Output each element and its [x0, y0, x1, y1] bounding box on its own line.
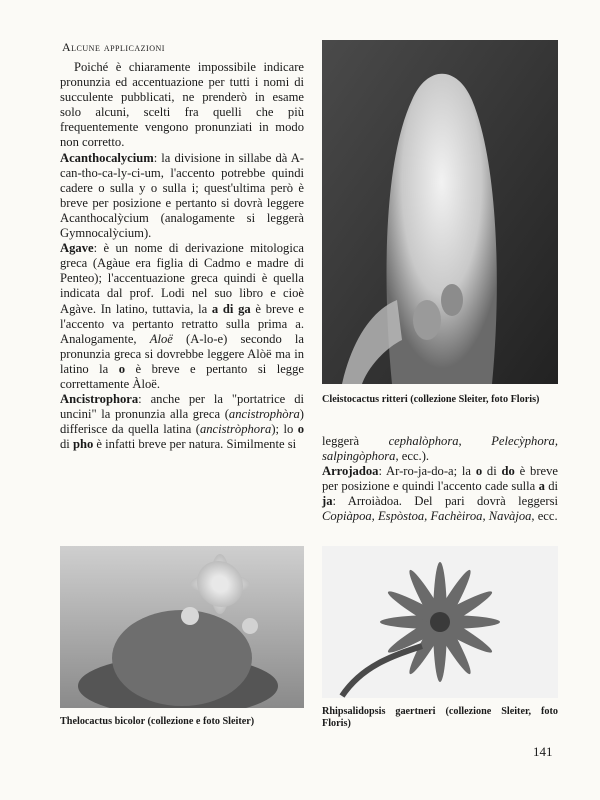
entry-term: Agave [60, 241, 94, 256]
agave-entry [60, 241, 304, 392]
left-text-column [60, 60, 304, 452]
entry-term: Acanthocalycium [60, 150, 154, 165]
thelocactus-caption: Thelocactus bicolor (collezione e foto Sleiter) [60, 716, 255, 727]
cleistocactus-caption: Cleistocactus ritteri (collezione Sleiter, foto Floris) [322, 394, 540, 405]
continuation-paragraph [322, 434, 558, 464]
cleistocactus-photo [322, 40, 558, 384]
entry-text: (A-lo-e) secondo la pronunzia greca si dovrebbe leggere Alòë ma in latino la [60, 331, 304, 376]
entry-italic: ancistrophòra [228, 407, 300, 422]
entry-bold: do [501, 464, 515, 479]
rhipsalidopsis-caption: Rhipsalidopsis gaertneri (collezione Sleiter, foto Floris) [322, 706, 558, 729]
entry-text: : è un nome di derivazione mitologica greca (Agàue era figlia di Cadmo e madre di Penteo); l'accentuazione greca quindi è quella indicata dal prof. Lodi nel suo libro e cioè Agàve. In latino, tuttavia, la [60, 241, 304, 316]
entry-bold: o [297, 422, 304, 437]
entry-text: di [60, 437, 73, 452]
entry-text: , ecc.). [395, 449, 430, 464]
entry-text: è breve per posizione e quindi l'accento cade sulla [322, 464, 558, 494]
intro-paragraph: Poiché è chiaramente impossibile indicare pronunzia ed accentuazione per tutti i nomi di succulente pubblicati, ne prenderò in esame solo alcuni, scelti fra quelli che più frequentemente vengono pronunziati in modo non corretto. [60, 60, 304, 150]
entry-text: è infatti breve per natura. Similmente si [93, 437, 297, 452]
ancistrophora-entry [60, 392, 304, 452]
entry-text: : Arroiàdoa. Del pari dovrà leggersi [332, 494, 558, 509]
entry-italic: Copiàpoa, Espòstoa, Fachèiroa, Navàjoa [322, 509, 532, 524]
entry-bold: ja [322, 494, 333, 509]
entry-italic: ancistròphora [199, 422, 272, 437]
entry-term: Arrojadoa [322, 464, 379, 479]
entry-text: : anche per la "portatrice di uncini" la pronunzia alla greca ( [60, 392, 304, 422]
entry-text: leggerà [322, 434, 389, 448]
page-number: 141 [533, 744, 553, 759]
entry-bold: o [475, 464, 483, 479]
arrojadoa-entry [322, 464, 558, 524]
acanthocalycium-entry [60, 151, 304, 242]
entry-text: di [544, 479, 558, 494]
entry-text: : Ar-ro-ja-do-a; la [378, 464, 476, 479]
entry-text: ) differisce da quella latina ( [60, 407, 304, 437]
entry-bold: o [118, 361, 126, 376]
entry-bold: a [538, 479, 545, 494]
entry-bold: pho [72, 437, 94, 452]
entry-text: di [482, 464, 502, 479]
rhipsalidopsis-photo [322, 546, 558, 698]
right-text-column [322, 434, 558, 525]
entry-text: , ecc. [531, 509, 558, 524]
cactus-illustration [322, 40, 558, 384]
entry-term: Ancistrophora [60, 392, 139, 407]
entry-text: : la divisione in sillabe dà A-can-tho-ca-ly-ci-um, l'accento potrebbe quindi cadere o sulla y o sulla i; quest'ultima però è breve per posizione e pertanto si dovrà leggere Acanthocalỳcium (analogamente si leggerà Gymnocalỳcium). [60, 150, 304, 241]
cactus-illustration [60, 546, 304, 708]
flower-illustration [322, 546, 558, 698]
entry-text: è breve e pertanto si legge correttamente Àloë. [60, 361, 304, 391]
entry-italic: Aloë [149, 331, 173, 346]
entry-text: è breve e l'accento va pertanto retratto sulla prima a. Analogamente, [60, 301, 304, 346]
entry-text: ); lo [271, 422, 298, 437]
thelocactus-photo [60, 546, 304, 708]
entry-italic: cephalòphora, Pelecỳphora, salpingòphora [322, 434, 558, 464]
running-header: Alcune applicazioni [62, 40, 165, 54]
entry-bold: a di ga [211, 301, 251, 316]
